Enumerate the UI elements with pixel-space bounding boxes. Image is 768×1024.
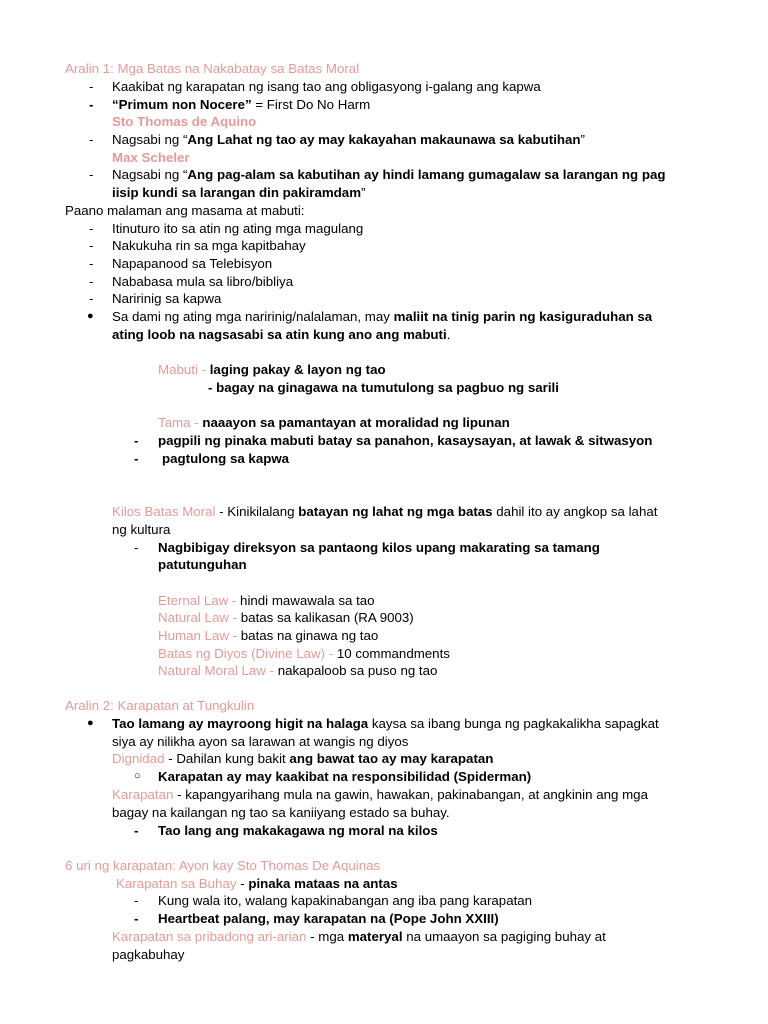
list-item [112,131,585,149]
term-label: Mabuti - [158,362,210,377]
law-divine [158,645,450,663]
quote-text: Ang Lahat ng tao ay may kakayahan makaunawa sa kabutihan [187,132,581,147]
dash-bullet: - [134,451,139,466]
lesson-2-heading: Aralin 2: Karapatan at Tungkulin [65,698,255,713]
text-span: . [446,327,451,342]
definition-text: batas na ginawa ng tao [240,628,379,643]
list-item-continuation: patutunguhan [158,557,247,572]
definition-text: laging pakay & layon ng tao [209,362,386,377]
author-name: Sto Thomas de Aquino [112,114,257,129]
list-item: pagtulong sa kapwa [162,451,290,466]
author-name: Max Scheler [112,150,190,165]
term-label: Tama - [158,415,203,430]
emphasis-text: maliit na tinig parin ng kasiguraduhan sa [393,309,653,324]
definition-text: nakapaloob sa puso ng tao [277,663,438,678]
list-item: Heartbeat palang, may karapatan na (Pope John XXIII) [158,911,499,926]
right-to-life [116,875,398,893]
text-span: - [236,876,249,891]
list-item-continuation [112,326,450,344]
dash-bullet: - [89,291,94,306]
circle-bullet: ○ [134,770,141,782]
quote-text: Ang pag-alam sa kabutihan ay hindi lamang gumagalaw sa larangan ng pag [187,167,666,182]
text-span: kaysa sa ibang bunga ng pagkakalikha sapagkat [368,716,659,731]
list-item-continuation: siya ay nilikha ayon sa larawan at wangis ng diyos [112,734,409,749]
dash-bullet: - [89,221,94,236]
text-span: - Kinikilalang [215,504,299,519]
term-label: Batas ng Diyos (Divine Law) - [158,646,337,661]
list-item: pagpili ng pinaka mabuti batay sa panahon, kasaysayan, at lawak & sitwasyon [158,433,653,448]
definition-text: 10 commandments [336,646,450,661]
lesson-1-heading: Aralin 1: Mga Batas na Nakabatay sa Batas Moral [65,61,360,76]
emphasis-text: materyal [347,929,403,944]
disc-bullet: ● [87,717,94,729]
dash-bullet: - [89,238,94,253]
term-label: Eternal Law - [158,593,241,608]
term-label: Dignidad [112,751,165,766]
list-item [112,96,370,114]
term-label: Kilos Batas Moral [112,504,216,519]
quote-text: iisip kundi sa larangan din pakiramdam [112,185,362,200]
definition-mabuti [158,361,386,379]
definition-continuation: - bagay na ginagawa na tumutulong sa pagbuo ng sarili [208,380,559,395]
definition-continuation: pagkabuhay [112,947,185,962]
definition-text: - kapangyarihang mula na gawin, hawakan, pakinabangan, at angkinin ang mga [173,787,648,802]
definition-continuation: bagay na kailangan ng tao sa kaniiyang estado sa buhay. [112,805,450,820]
term-label: Human Law - [158,628,241,643]
list-item [112,715,659,733]
list-item: Karapatan ay may kaakibat na responsibilidad (Spiderman) [158,769,532,784]
list-item: Nakukuha rin sa mga kapitbahay [112,238,306,253]
text-span: ” [361,185,366,200]
list-item: Kaakibat ng karapatan ng isang tao ang obligasyong i-galang ang kapwa [112,79,541,94]
definition-continuation: ng kultura [112,522,171,537]
law-human [158,627,378,645]
emphasis-text: pinaka mataas na antas [248,876,398,891]
dash-bullet: - [134,911,139,926]
rights-heading: 6 uri ng karapatan: Ayon kay Sto Thomas De Aquinas [65,858,381,873]
emphasis-text: batayan ng lahat ng mga batas [298,504,493,519]
law-eternal [158,592,375,610]
section-question: Paano malaman ang masama at mabuti: [65,203,305,218]
text-span: - mga [306,929,348,944]
dash-bullet: - [89,97,94,112]
definition-kilos-batas-moral [112,503,657,521]
text-span: ” [580,132,585,147]
definition-text: batas sa kalikasan (RA 9003) [240,610,414,625]
dash-bullet: - [134,893,139,908]
emphasis-text: ating loob na nagsasabi sa atin kung ano ang mabuti [112,327,447,342]
term-label: Natural Law - [158,610,241,625]
text-span: dahil ito ay angkop sa lahat [492,504,658,519]
definition-dignidad [112,750,493,768]
text-span: Sa dami ng ating mga naririnig/nalalaman, may [112,309,394,324]
text-span: na umaayon sa pagiging buhay at [402,929,606,944]
text-span: - Dahilan kung bakit [164,751,290,766]
list-item [112,166,665,184]
text-span: Nagsabi ng “ [112,132,188,147]
list-item: Napapanood sa Telebisyon [112,256,273,271]
list-item: Naririnig sa kapwa [112,291,222,306]
list-item: Itinuturo ito sa atin ng ating mga magulang [112,221,364,236]
law-natural [158,609,414,627]
list-item: Tao lang ang makakagawa ng moral na kilos [158,823,438,838]
term-label: Karapatan sa Buhay [116,876,237,891]
list-item: Kung wala ito, walang kapakinabangan ang iba pang karapatan [158,893,533,908]
latin-phrase: “Primum non Nocere” [112,97,252,112]
definition-text: hindi mawawala sa tao [240,593,375,608]
definition-karapatan [112,786,648,804]
dash-bullet: - [89,274,94,289]
dash-bullet: - [134,433,139,448]
term-label: Karapatan sa pribadong ari-arian [112,929,307,944]
dash-bullet: - [89,256,94,271]
definition-tama [158,414,510,432]
list-item [112,308,652,326]
dash-bullet: - [89,79,94,94]
term-label: Natural Moral Law - [158,663,278,678]
dash-bullet: - [89,167,94,182]
list-item-continuation [112,184,365,202]
list-item: Nagbibigay direksyon sa pantaong kilos upang makarating sa tamang [158,540,600,555]
dash-bullet: - [134,823,139,838]
law-natural-moral [158,662,437,680]
definition-text: naaayon sa pamantayan at moralidad ng lipunan [202,415,510,430]
term-label: Karapatan [112,787,174,802]
emphasis-text: Tao lamang ay mayroong higit na halaga [112,716,369,731]
disc-bullet: ● [87,310,94,322]
right-to-property [112,928,606,946]
dash-bullet: - [134,540,139,555]
list-item: Nababasa mula sa libro/bibliya [112,274,294,289]
translation-text: = First Do No Harm [251,97,371,112]
emphasis-text: ang bawat tao ay may karapatan [289,751,494,766]
dash-bullet: - [89,132,94,147]
text-span: Nagsabi ng “ [112,167,188,182]
